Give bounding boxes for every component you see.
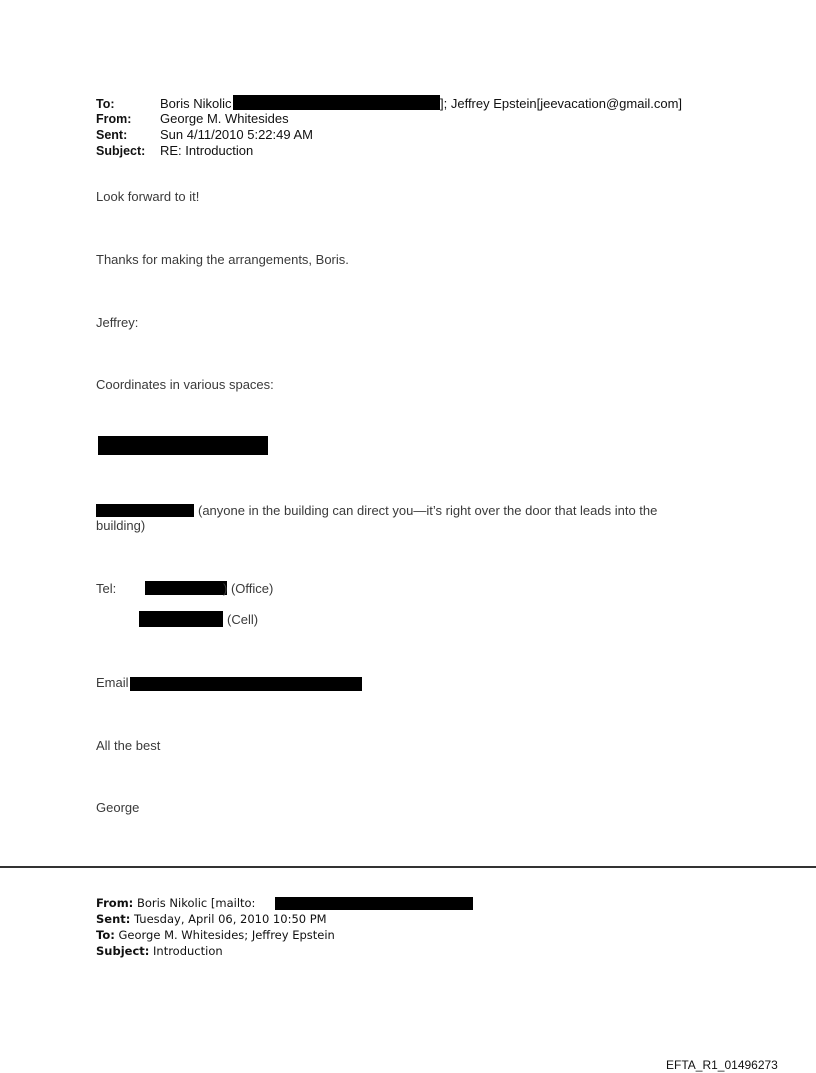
signature: George: [96, 800, 140, 815]
redaction-block: [139, 611, 223, 627]
redaction-block: [145, 581, 227, 595]
tel-office: ) (Office): [223, 581, 274, 596]
quoted-subject-line: [96, 944, 223, 958]
subject-label: Subject:: [96, 144, 146, 158]
quoted-sent-label: Sent:: [96, 912, 131, 926]
quoted-to-label: To:: [96, 928, 115, 942]
body-paragraph: Look forward to it!: [96, 189, 200, 204]
redaction-block: [96, 504, 194, 517]
location-note-wrap: building): [96, 518, 146, 533]
to-value-recipient-1: Boris Nikolic: [160, 96, 232, 111]
divider: [0, 866, 816, 868]
location-note: (anyone in the building can direct you—it’s right over the door that leads into the: [198, 503, 658, 518]
quoted-from-value: Boris Nikolic [mailto:: [136, 896, 256, 910]
from-label: From:: [96, 112, 132, 126]
redaction-block: [233, 95, 440, 110]
sent-label: Sent:: [96, 128, 128, 142]
quoted-to-value: George M. Whitesides; Jeffrey Epstein: [118, 928, 335, 942]
sent-value: Sun 4/11/2010 5:22:49 AM: [160, 127, 313, 142]
redaction-block: [98, 436, 268, 455]
body-paragraph: Jeffrey:: [96, 315, 139, 330]
document-id: EFTA_R1_01496273: [666, 1058, 778, 1072]
tel-label: Tel:: [96, 581, 117, 596]
quoted-subject-label: Subject:: [96, 944, 150, 958]
from-value: George M. Whitesides: [160, 111, 289, 126]
quoted-from-line: [96, 896, 255, 910]
quoted-sent-line: [96, 912, 327, 926]
body-paragraph: Coordinates in various spaces:: [96, 377, 274, 392]
quoted-sent-value: Tuesday, April 06, 2010 10:50 PM: [134, 912, 327, 926]
closing: All the best: [96, 738, 161, 753]
to-value-recipient-2: ]; Jeffrey Epstein[jeevacation@gmail.com]: [440, 96, 683, 111]
quoted-subject-value: Introduction: [153, 944, 223, 958]
to-label: To:: [96, 97, 115, 111]
redaction-block: [130, 677, 362, 691]
quoted-from-label: From:: [96, 896, 134, 910]
tel-cell: (Cell): [227, 612, 259, 627]
email-label: Email: [96, 675, 129, 690]
quoted-to-line: [96, 928, 335, 942]
redaction-block: [275, 897, 473, 910]
body-paragraph: Thanks for making the arrangements, Boris.: [96, 252, 349, 267]
subject-value: RE: Introduction: [160, 143, 254, 158]
